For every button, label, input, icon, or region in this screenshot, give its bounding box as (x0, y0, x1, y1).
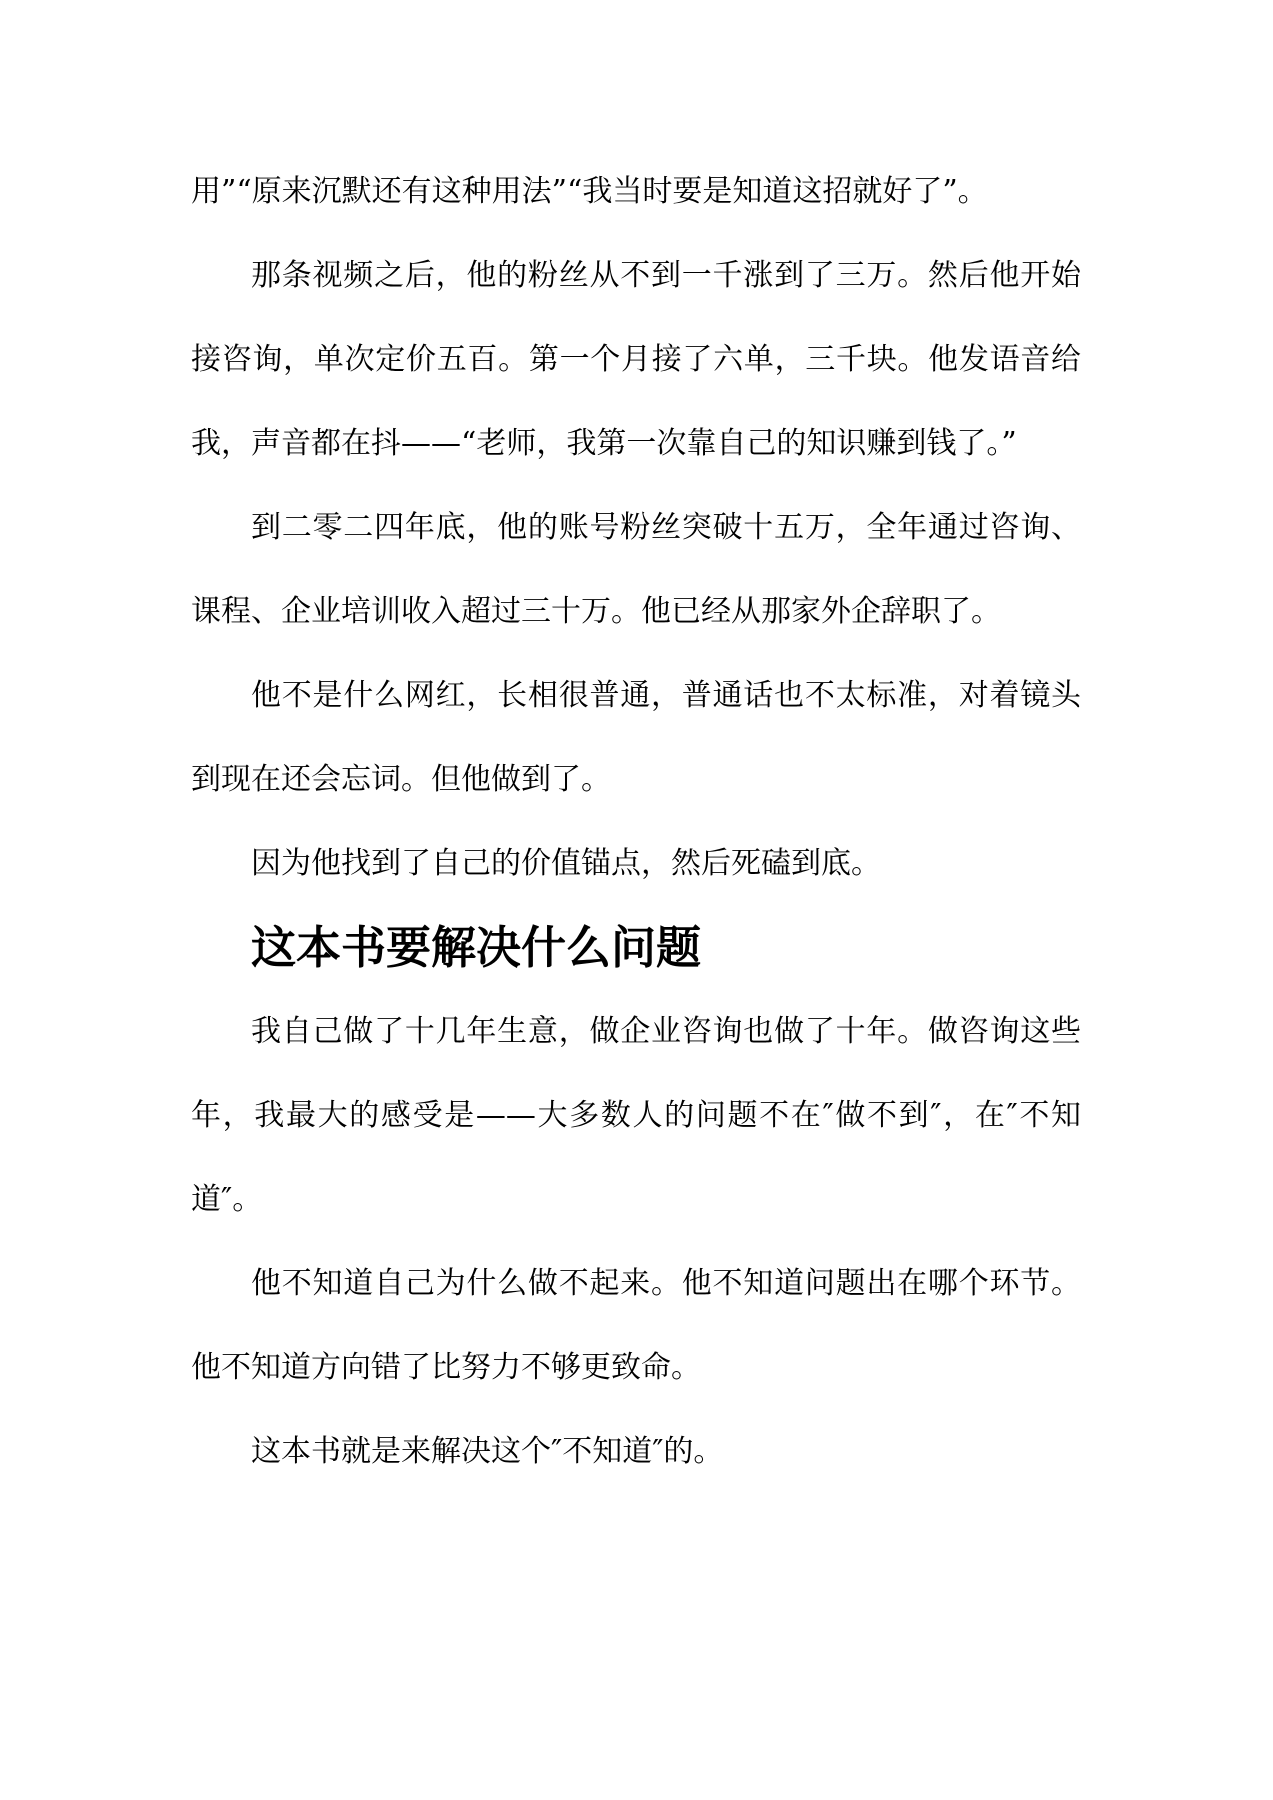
document-body (191, 150, 1081, 1494)
paragraph-video-growth: 那条视频之后，他的粉丝从不到一千涨到了三万。然后他开始接咨询，单次定价五百。第一个月接了六单，三千块。他发语音给我，声音都在抖——“老师，我第一次靠自己的知识赚到钱了。” (191, 258, 1081, 461)
paragraph-income-2024: 到二零二四年底，他的账号粉丝突破十五万，全年通过咨询、课程、企业培训收入超过三十万。他已经从那家外企辞职了。 (191, 510, 1081, 629)
paragraph-not-influencer: 他不是什么网红，长相很普通，普通话也不太标准，对着镜头到现在还会忘词。但他做到了。 (191, 678, 1081, 797)
paragraph-does-not-know: 他不知道自己为什么做不起来。他不知道问题出在哪个环节。他不知道方向错了比努力不够更致命。 (191, 1266, 1081, 1385)
paragraph-continuation: 用”“原来沉默还有这种用法”“我当时要是知道这招就好了”。 (191, 174, 988, 209)
paragraph-value-anchor: 因为他找到了自己的价值锚点，然后死磕到底。 (251, 846, 881, 881)
paragraph-book-purpose: 这本书就是来解决这个″不知道″的。 (251, 1434, 724, 1469)
paragraph-consulting-experience: 我自己做了十几年生意，做企业咨询也做了十年。做咨询这些年，我最大的感受是——大多数人的问题不在″做不到″，在″不知道″。 (191, 1014, 1081, 1217)
section-heading: 这本书要解决什么问题 (251, 921, 702, 974)
